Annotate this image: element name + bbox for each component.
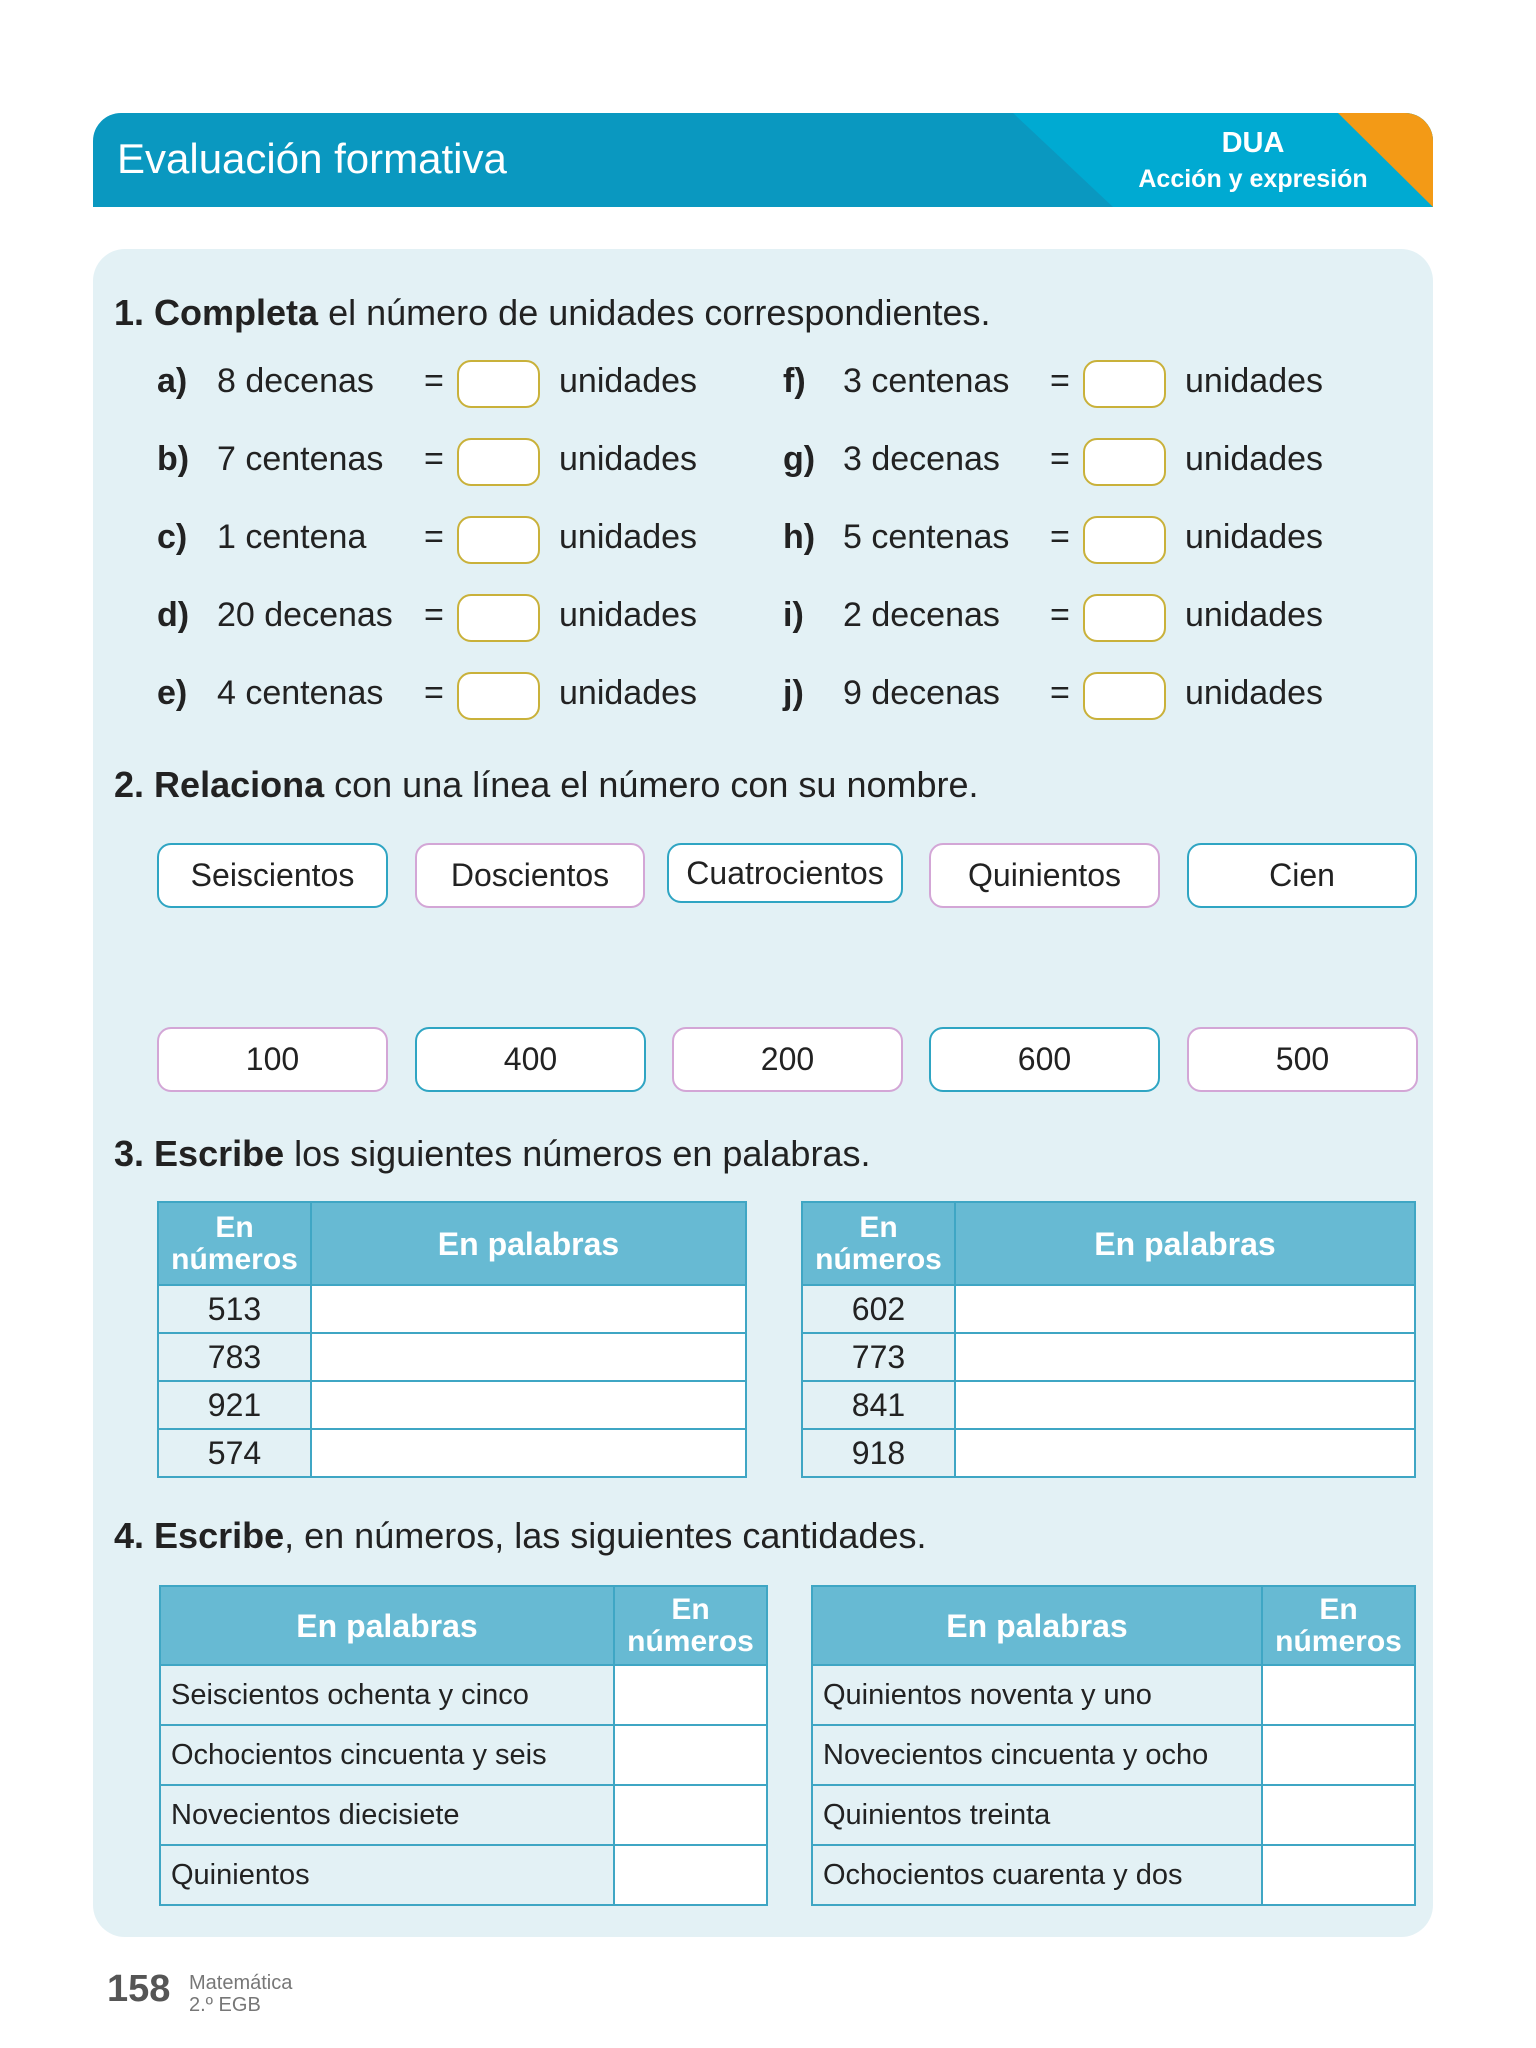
question-text: los siguientes números en palabras. <box>284 1133 871 1174</box>
grade: 2.º EGB <box>189 1994 261 2016</box>
answer-cell[interactable] <box>311 1381 746 1429</box>
question-text: con una línea el número con su nombre. <box>324 764 979 805</box>
item-quantity: 9 decenas <box>843 674 1000 712</box>
equals-sign: = <box>424 440 444 478</box>
table-row <box>160 1665 767 1725</box>
word-card[interactable]: Quinientos <box>929 843 1160 908</box>
words-cell: Ochocientos cincuenta y seis <box>160 1725 614 1785</box>
words-cell: Novecientos cincuenta y ocho <box>812 1725 1262 1785</box>
equals-sign: = <box>1050 518 1070 556</box>
table-row <box>158 1333 746 1381</box>
question-2-title <box>114 764 979 806</box>
answer-cell[interactable] <box>1262 1665 1415 1725</box>
words-cell: Seiscientos ochenta y cinco <box>160 1665 614 1725</box>
answer-cell[interactable] <box>955 1429 1415 1477</box>
number-cell: 783 <box>158 1333 311 1381</box>
answer-box[interactable] <box>457 516 540 564</box>
dua-subtitle: Acción y expresión <box>1138 165 1368 193</box>
dua-title: DUA <box>1221 127 1285 159</box>
item-quantity: 5 centenas <box>843 518 1010 556</box>
item-quantity: 3 centenas <box>843 362 1010 400</box>
words-cell: Quinientos <box>160 1845 614 1905</box>
unit-label: unidades <box>559 440 698 478</box>
answer-box[interactable] <box>457 672 540 720</box>
answer-cell[interactable] <box>614 1845 767 1905</box>
words-to-number-table <box>159 1585 768 1906</box>
number-to-words-table <box>801 1201 1416 1478</box>
col-header-numbers: En números <box>158 1202 311 1285</box>
subject-info <box>189 1972 292 2016</box>
table-row <box>802 1381 1415 1429</box>
words-cell: Quinientos noventa y uno <box>812 1665 1262 1725</box>
number-cell: 921 <box>158 1381 311 1429</box>
col-header-words: En palabras <box>311 1202 746 1285</box>
unit-label: unidades <box>1185 596 1324 634</box>
number-card[interactable]: 200 <box>672 1027 903 1092</box>
answer-cell[interactable] <box>614 1665 767 1725</box>
question-verb: Completa <box>154 292 319 333</box>
number-card[interactable]: 600 <box>929 1027 1160 1092</box>
unit-label: unidades <box>559 596 698 634</box>
answer-cell[interactable] <box>311 1429 746 1477</box>
answer-cell[interactable] <box>614 1725 767 1785</box>
number-cell: 513 <box>158 1285 311 1333</box>
table-row <box>812 1785 1415 1845</box>
number-card[interactable]: 500 <box>1187 1027 1418 1092</box>
unit-label: unidades <box>559 674 698 712</box>
question-number: 4. <box>114 1515 145 1556</box>
words-to-number-table <box>811 1585 1416 1906</box>
question-number: 1. <box>114 292 145 333</box>
item-label: c) <box>157 518 188 556</box>
answer-cell[interactable] <box>1262 1845 1415 1905</box>
equals-sign: = <box>424 596 444 634</box>
answer-box[interactable] <box>1083 438 1166 486</box>
col-header-words: En palabras <box>955 1202 1415 1285</box>
number-cell: 841 <box>802 1381 955 1429</box>
word-card[interactable]: Seiscientos <box>157 843 388 908</box>
item-label: a) <box>157 362 188 400</box>
word-card[interactable]: Doscientos <box>415 843 645 908</box>
answer-box[interactable] <box>1083 672 1166 720</box>
answer-cell[interactable] <box>955 1285 1415 1333</box>
question-number: 3. <box>114 1133 145 1174</box>
answer-box[interactable] <box>1083 594 1166 642</box>
number-card[interactable]: 400 <box>415 1027 646 1092</box>
item-label: i) <box>783 596 804 634</box>
col-header-words: En palabras <box>812 1586 1262 1665</box>
item-quantity: 1 centena <box>217 518 367 556</box>
table-row <box>802 1429 1415 1477</box>
equals-sign: = <box>1050 674 1070 712</box>
table-row <box>812 1665 1415 1725</box>
table-row <box>158 1381 746 1429</box>
question-3-title <box>114 1133 870 1175</box>
item-quantity: 8 decenas <box>217 362 374 400</box>
words-cell: Ochocientos cuarenta y dos <box>812 1845 1262 1905</box>
equals-sign: = <box>424 518 444 556</box>
answer-box[interactable] <box>457 438 540 486</box>
table-row <box>802 1285 1415 1333</box>
answer-cell[interactable] <box>311 1333 746 1381</box>
number-cell: 574 <box>158 1429 311 1477</box>
item-quantity: 3 decenas <box>843 440 1000 478</box>
answer-cell[interactable] <box>955 1333 1415 1381</box>
unit-label: unidades <box>1185 674 1324 712</box>
words-cell: Novecientos diecisiete <box>160 1785 614 1845</box>
equals-sign: = <box>424 362 444 400</box>
question-verb: Escribe <box>154 1133 285 1174</box>
word-card[interactable]: Cuatrocientos <box>667 843 903 903</box>
unit-label: unidades <box>1185 518 1324 556</box>
question-text: , en números, las siguientes cantidades. <box>284 1515 927 1556</box>
page-title: Evaluación formativa <box>117 135 507 182</box>
col-header-numbers: En números <box>1262 1586 1415 1665</box>
col-header-numbers: En números <box>614 1586 767 1665</box>
table-row <box>160 1785 767 1845</box>
subject: Matemática <box>189 1972 293 1994</box>
item-quantity: 4 centenas <box>217 674 384 712</box>
item-label: h) <box>783 518 816 556</box>
question-number: 2. <box>114 764 145 805</box>
question-text: el número de unidades correspondientes. <box>318 292 991 333</box>
item-label: d) <box>157 596 190 634</box>
table-row <box>802 1333 1415 1381</box>
word-card[interactable]: Cien <box>1187 843 1417 908</box>
equals-sign: = <box>1050 362 1070 400</box>
item-label: e) <box>157 674 188 712</box>
item-label: j) <box>783 674 804 712</box>
equals-sign: = <box>1050 596 1070 634</box>
answer-cell[interactable] <box>311 1285 746 1333</box>
question-1-title <box>114 292 991 334</box>
col-header-words: En palabras <box>160 1586 614 1665</box>
number-cell: 918 <box>802 1429 955 1477</box>
table-row <box>160 1725 767 1785</box>
question-verb: Escribe <box>154 1515 285 1556</box>
col-header-numbers: En números <box>802 1202 955 1285</box>
answer-box[interactable] <box>1083 516 1166 564</box>
unit-label: unidades <box>559 518 698 556</box>
answer-box[interactable] <box>457 594 540 642</box>
item-label: f) <box>783 362 806 400</box>
answer-cell[interactable] <box>1262 1725 1415 1785</box>
words-cell: Quinientos treinta <box>812 1785 1262 1845</box>
number-to-words-table <box>157 1201 747 1478</box>
number-cell: 602 <box>802 1285 955 1333</box>
answer-cell[interactable] <box>1262 1785 1415 1845</box>
table-row <box>160 1845 767 1905</box>
answer-box[interactable] <box>1083 360 1166 408</box>
table-row <box>812 1845 1415 1905</box>
table-row <box>158 1429 746 1477</box>
section-header <box>93 113 1433 207</box>
item-label: g) <box>783 440 816 478</box>
question-4-title <box>114 1515 927 1557</box>
table-row <box>158 1285 746 1333</box>
item-quantity: 20 decenas <box>217 596 393 634</box>
table-row <box>812 1725 1415 1785</box>
item-label: b) <box>157 440 190 478</box>
item-quantity: 2 decenas <box>843 596 1000 634</box>
answer-box[interactable] <box>457 360 540 408</box>
unit-label: unidades <box>1185 440 1324 478</box>
page-number: 158 <box>107 1968 171 2010</box>
question-verb: Relaciona <box>154 764 325 805</box>
unit-label: unidades <box>1185 362 1324 400</box>
item-quantity: 7 centenas <box>217 440 384 478</box>
unit-label: unidades <box>559 362 698 400</box>
number-card[interactable]: 100 <box>157 1027 388 1092</box>
answer-cell[interactable] <box>955 1381 1415 1429</box>
answer-cell[interactable] <box>614 1785 767 1845</box>
equals-sign: = <box>424 674 444 712</box>
number-cell: 773 <box>802 1333 955 1381</box>
equals-sign: = <box>1050 440 1070 478</box>
